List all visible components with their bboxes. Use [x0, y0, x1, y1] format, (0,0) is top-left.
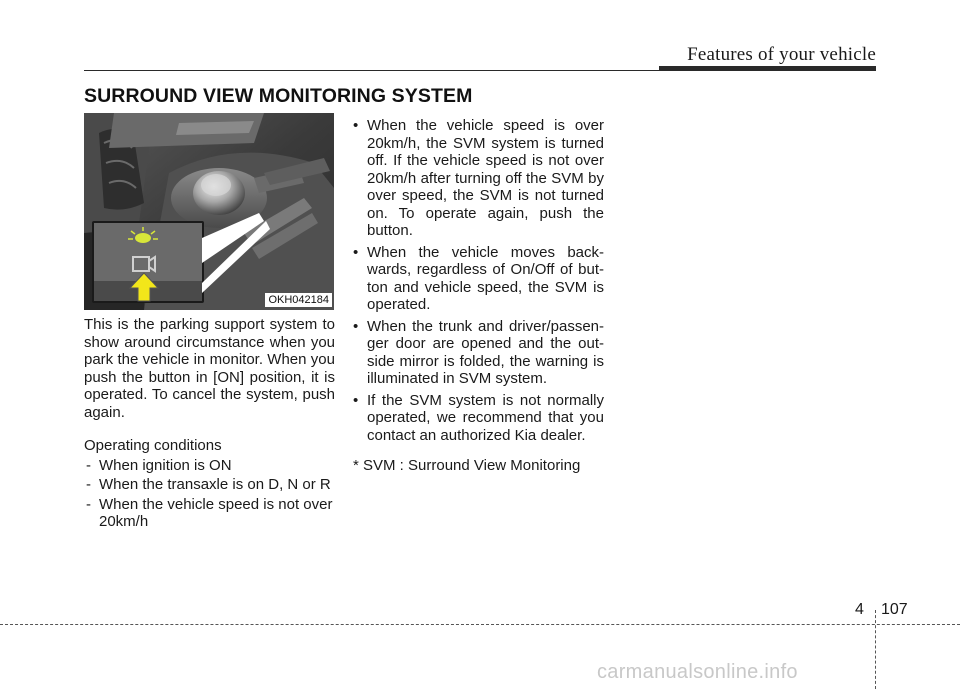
condition-item: - When the vehicle speed is not over 20km/h [84, 496, 335, 531]
left-column [84, 316, 335, 531]
footnote: * SVM : Surround View Monitoring [353, 457, 581, 474]
note-item: • When the vehicle moves back-wards, regardless of On/Off of but-ton and vehicle speed, the SVM is operated. [353, 244, 604, 314]
notes-list [353, 117, 604, 444]
header-title: Features of your vehicle [687, 44, 876, 65]
right-column [353, 117, 604, 475]
conditions-title: Operating conditions [84, 437, 222, 454]
header-rule [84, 70, 659, 71]
note-item: • When the trunk and driver/passen-ger door are opened and the out-side mirror is folded, the warning is illuminated in SVM system. [353, 318, 604, 388]
page-number: 107 [881, 601, 908, 618]
indicator-light [135, 233, 151, 243]
note-item: • When the vehicle speed is over 20km/h, the SVM system is turned off. If the vehicle speed is not over 20km/h after turning off the SVM by over speed, the SVM is not turned on. To operate again, push the button. [353, 117, 604, 240]
footer-rule [0, 624, 960, 625]
conditions-list [84, 457, 335, 531]
chapter-number: 4 [855, 601, 864, 618]
header-rule-accent [659, 66, 876, 71]
watermark: carmanualsonline.info [597, 661, 798, 683]
console-photo [84, 113, 334, 310]
svm-console-figure [84, 113, 334, 310]
condition-item: - When the transaxle is on D, N or R [84, 476, 335, 494]
note-item: • If the SVM system is not normally operated, we recommend that you contact an authorized Kia dealer. [353, 392, 604, 445]
figure-code: OKH042184 [265, 293, 332, 307]
section-title: SURROUND VIEW MONITORING SYSTEM [84, 85, 473, 107]
footer-divider [875, 610, 876, 689]
condition-item: - When ignition is ON [84, 457, 335, 475]
intro-paragraph: This is the parking support system to show around circumstance when you park the vehicle in monitor. When you push the button in [ON] position, it is operated. To cancel the system, push again. [84, 316, 335, 421]
